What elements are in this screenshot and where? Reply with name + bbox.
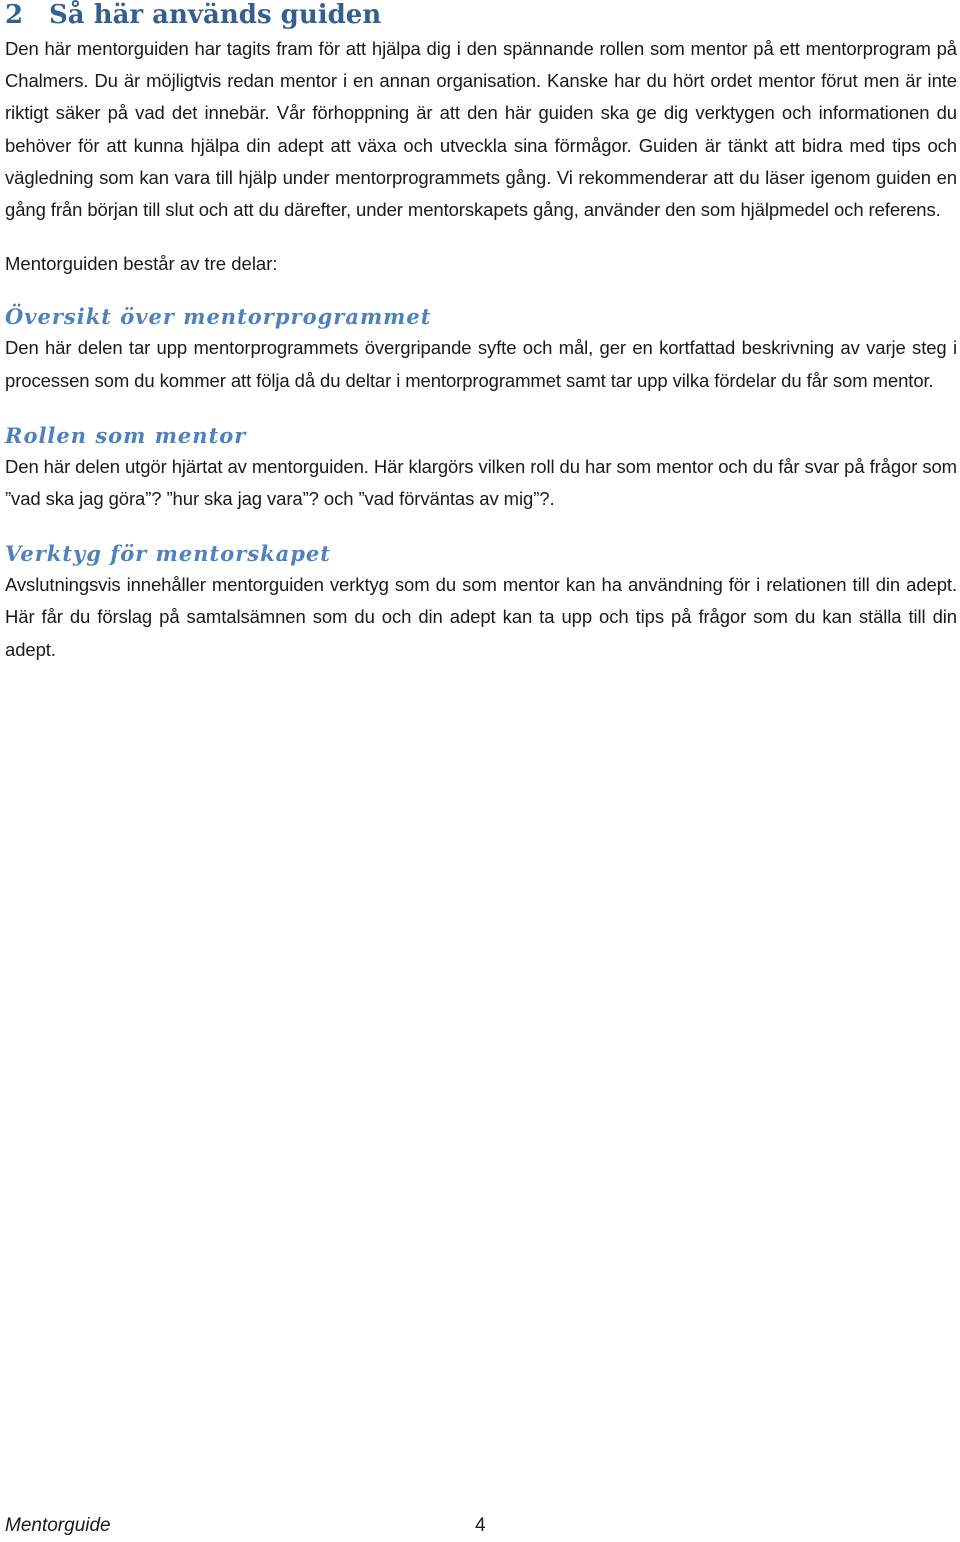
section-mentor-role xyxy=(5,417,957,515)
section-text-tools: Avslutningsvis innehåller mentorguiden verktyg som du som mentor kan ha användning för i relationen till din adept. Här får du förslag på samtalsämnen som du och din adept kan ta upp och tips på frågor som du kan ställa till din adept. xyxy=(5,574,957,660)
section-text-mentor-role: Den här delen utgör hjärtat av mentorguiden. Här klargörs vilken roll du har som mentor och du får svar på frågor som ”vad ska jag göra”? ”hur ska jag vara”? och ”vad förväntas av mig”?. xyxy=(5,455,957,510)
section-heading-overview: Översikt över mentorprogrammet xyxy=(5,304,432,330)
section-text-overview: Den här delen tar upp mentorprogrammets övergripande syfte och mål, ger en kortfattad beskrivning av varje steg i processen som du kommer att följa då du deltar i mentorprogrammet samt tar upp vilka fördelar du får som mentor. xyxy=(5,337,957,391)
footer-title: Mentorguide xyxy=(5,1515,111,1536)
section-heading-mentor-role: Rollen som mentor xyxy=(5,422,247,448)
section-heading-tools: Verktyg för mentorskapet xyxy=(5,541,331,567)
chapter-number: 2 xyxy=(5,0,24,30)
document-page xyxy=(5,0,957,666)
parts-intro: Mentorguiden består av tre delar: xyxy=(5,253,278,275)
chapter-title: Så här används guiden xyxy=(49,0,382,30)
page-number: 4 xyxy=(475,1515,486,1536)
chapter-heading xyxy=(5,0,957,33)
section-tools xyxy=(5,535,957,666)
intro-paragraph: Den här mentorguiden har tagits fram för att hjälpa dig i den spännande rollen som mentor på ett mentorprogram på Chalmers. Du är möjligtvis redan mentor i en annan organisation. Kanske har du hört ordet mentor förut men är inte riktigt säker på vad det innebär. Vår förhoppning är att den här guiden ska ge dig verktygen och informationen du behöver för att kunna hjälpa din adept att växa och utveckla sina förmågor. Guiden är tänkt att bidra med tips och vägledning som kan vara till hjälp under mentorprogrammets gång. Vi rekommenderar att du läser igenom guiden en gång från början till slut och att du därefter, under mentorskapets gång, använder den som hjälpmedel och referens. xyxy=(5,38,957,221)
section-overview xyxy=(5,298,957,396)
page-footer xyxy=(5,1510,605,1542)
